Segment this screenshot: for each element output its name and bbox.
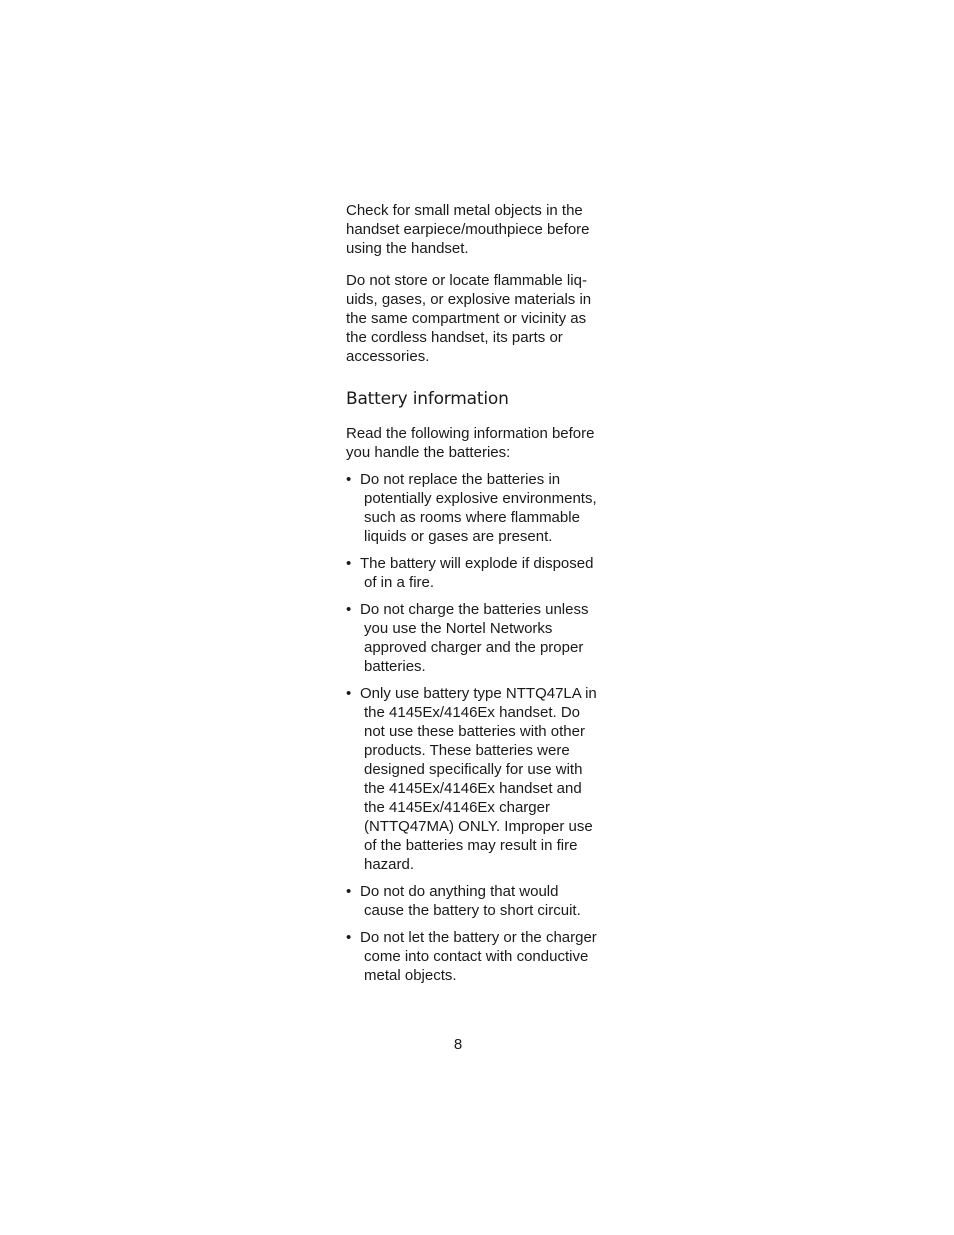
bullet-icon: •	[346, 883, 352, 900]
paragraph-metal-objects: Check for small metal objects in the handset earpiece/mouthpiece before using the handset.	[346, 202, 590, 257]
bullet-item	[346, 928, 608, 985]
bullet-text: Only use battery type NTTQ47LA in the 4145Ex/4146Ex handset. Do not use these batteries with other products. These batteries were designed specifically for use with the 4145Ex/4146Ex handset and the 4145Ex/4146Ex charger (NTTQ47MA) ONLY. Improper use of the batteries may result in fire hazard.	[360, 685, 597, 873]
bullet-text: The battery will explode if disposed of in a fire.	[360, 555, 594, 591]
bullet-icon: •	[346, 929, 352, 946]
section-heading-battery: Battery information	[346, 389, 509, 409]
paragraph-flammable: Do not store or locate flammable liq- uids, gases, or explosive materials in the same compartment or vicinity as the cordless handset, its parts or accessories.	[346, 272, 592, 365]
bullet-item	[346, 684, 608, 874]
text-column	[346, 201, 608, 993]
bullet-icon: •	[346, 471, 352, 488]
bullet-icon: •	[346, 601, 352, 618]
battery-bullet-list	[346, 470, 608, 985]
bullet-item	[346, 882, 608, 920]
bullet-text: Do not do anything that would cause the battery to short circuit.	[360, 883, 581, 919]
bullet-text: Do not charge the batteries unless you use the Nortel Networks approved charger and the proper batteries.	[360, 601, 589, 675]
bullet-icon: •	[346, 555, 352, 572]
bullet-text: Do not replace the batteries in potentially explosive environments, such as rooms where flammable liquids or gases are present.	[360, 471, 597, 545]
bullet-item	[346, 470, 608, 546]
bullet-item	[346, 554, 608, 592]
paragraph-battery-lead: Read the following information before you handle the batteries:	[346, 425, 595, 461]
page-number: 8	[453, 1036, 463, 1053]
bullet-item	[346, 600, 608, 676]
bullet-icon: •	[346, 685, 352, 702]
bullet-text: Do not let the battery or the charger come into contact with conductive metal objects.	[360, 929, 597, 984]
